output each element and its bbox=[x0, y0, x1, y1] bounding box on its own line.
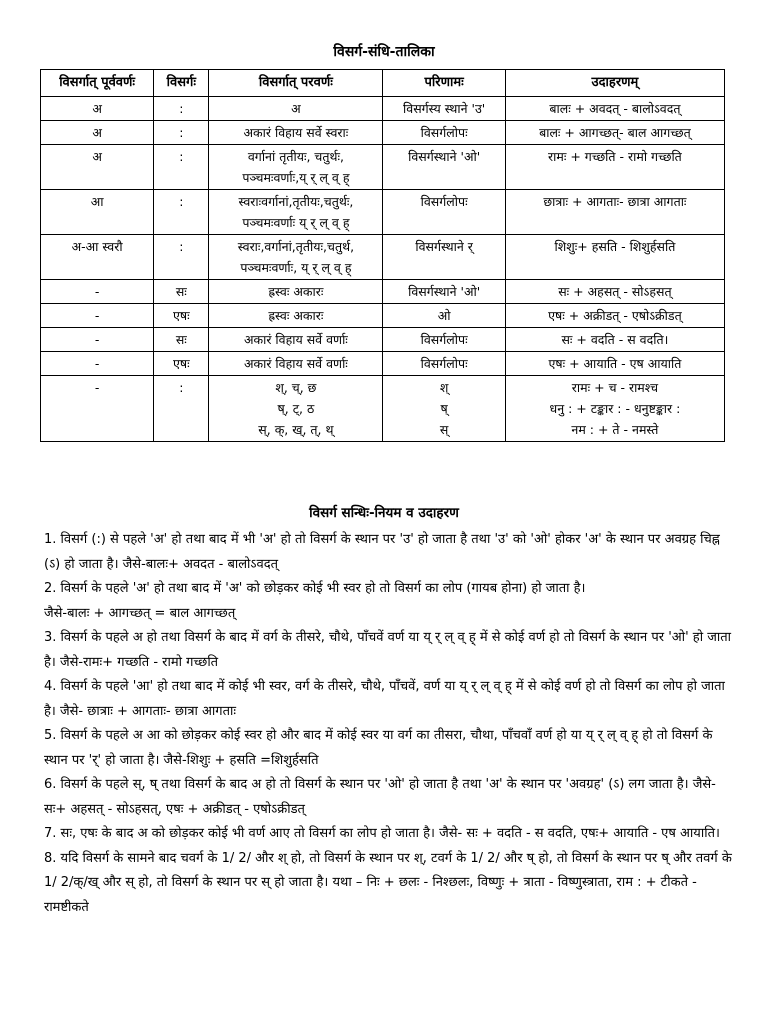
cell-line: - bbox=[94, 380, 100, 395]
table-row bbox=[41, 304, 725, 328]
header-cell-paravarna: विसर्गात् परवर्णः bbox=[209, 70, 383, 97]
cell-line: विसर्गस्थाने र् bbox=[415, 239, 473, 254]
cell-line: पञ्चमःवर्णाः, य् र् ल् व् ह् bbox=[240, 260, 352, 275]
cell-purvavarna bbox=[41, 145, 154, 190]
cell-line: ह्रस्वः अकारः bbox=[268, 284, 324, 299]
rule-paragraph: जैसे-बालः + आगच्छत् = बाल आगच्छत् bbox=[44, 605, 236, 621]
cell-parinama bbox=[383, 97, 505, 121]
table-row bbox=[41, 97, 725, 121]
header-cell-purvavarna: विसर्गात् पूर्ववर्णः bbox=[41, 70, 154, 97]
cell-line: सः + अहसत् - सोऽहसत् bbox=[558, 284, 672, 299]
cell-line: एषः bbox=[172, 356, 190, 371]
cell-paravarna bbox=[209, 121, 383, 145]
cell-visarga bbox=[154, 97, 209, 121]
cell-udaharanam bbox=[505, 145, 724, 190]
cell-line: बालः + अवदत् - बालोऽवदत् bbox=[549, 101, 681, 116]
cell-line: - bbox=[94, 356, 100, 371]
cell-parinama bbox=[383, 376, 505, 442]
sandhi-table bbox=[40, 69, 725, 442]
cell-line: अ bbox=[92, 101, 102, 116]
cell-line: विसर्गलोपः bbox=[420, 194, 468, 209]
cell-line: स् bbox=[439, 422, 449, 437]
cell-udaharanam bbox=[505, 190, 724, 235]
cell-parinama bbox=[383, 304, 505, 328]
cell-line: अ-आ स्वरौ bbox=[71, 239, 123, 254]
cell-udaharanam bbox=[505, 235, 724, 280]
cell-visarga bbox=[154, 145, 209, 190]
cell-line: अ bbox=[92, 125, 102, 140]
cell-line: नम : + ते - नमस्ते bbox=[571, 422, 659, 437]
cell-visarga bbox=[154, 190, 209, 235]
header-cell-udaharanam: उदाहरणम् bbox=[505, 70, 724, 97]
rules-list bbox=[44, 528, 734, 920]
table-row bbox=[41, 121, 725, 145]
table-body bbox=[41, 97, 725, 442]
cell-line: धनु : + टङ्कार : - धनुष्टङ्कार : bbox=[549, 401, 681, 416]
cell-line: श्, च्, छ bbox=[275, 380, 317, 395]
cell-purvavarna bbox=[41, 304, 154, 328]
cell-purvavarna bbox=[41, 190, 154, 235]
cell-purvavarna bbox=[41, 280, 154, 304]
cell-line: - bbox=[94, 284, 100, 299]
rule-paragraph: 4. विसर्ग के पहले 'आ' हो तथा बाद में कोई भी स्वर, वर्ग के तीसरे, चौथे, पाँचवें, वर्ण या य् र् ल् व् ह् में से कोई वर्ण हो तो विसर्ग का लोप हो जाता है। जैसे- छात्राः + आगताः- छात्रा आगताः bbox=[44, 679, 725, 719]
cell-line: पञ्चमःवर्णाः,य् र् ल् व् ह् bbox=[242, 170, 350, 185]
cell-line: : bbox=[179, 149, 184, 164]
cell-paravarna bbox=[209, 97, 383, 121]
rule-paragraph: 1. विसर्ग (:) से पहले 'अ' हो तथा बाद में भी 'अ' हो तो विसर्ग के स्थान पर 'उ' हो जाता है तथा 'उ' को 'ओ' होकर 'अ' के स्थान पर अवग्रह चिह्न (ऽ) हो जाता है। जैसे-बालः+ अवदत - बालोऽवदत् bbox=[44, 532, 720, 572]
cell-paravarna bbox=[209, 328, 383, 352]
cell-line: छात्राः + आगताः- छात्रा आगताः bbox=[543, 194, 687, 209]
cell-line: : bbox=[179, 380, 184, 395]
cell-line: विसर्गस्थाने 'ओ' bbox=[408, 284, 481, 299]
cell-purvavarna bbox=[41, 121, 154, 145]
cell-line: अकारं विहाय सर्वे स्वराः bbox=[243, 125, 349, 140]
rule-paragraph: 5. विसर्ग के पहले अ आ को छोड़कर कोई स्वर हो और बाद में कोई स्वर या वर्ग का तीसरा, चौथा, पाँचवाँ वर्ण हो या य् र् ल् व् ह् हो तो विसर्ग के स्थान पर 'र्' हो जाता है। जैसे-शिशुः + हसति =शिशुर्हसति bbox=[44, 728, 713, 768]
table-row bbox=[41, 352, 725, 376]
rule-paragraph: 8. यदि विसर्ग के सामने बाद चवर्ग के 1/ 2/ और श् हो, तो विसर्ग के स्थान पर श्, टवर्ग के 1/ 2/ और ष् हो, तो विसर्ग के स्थान पर ष् और तवर्ग के 1/ 2/क्/ख् और स् हो, तो विसर्ग के स्थान पर स् हो जाता है। यथा – निः + छलः - निश्छलः, विष्णुः + त्राता - विष्णुस्त्राता, राम : + टीकते - रामष्टीकते bbox=[44, 850, 732, 915]
cell-paravarna bbox=[209, 235, 383, 280]
cell-line: अ bbox=[92, 149, 102, 164]
cell-parinama bbox=[383, 352, 505, 376]
cell-udaharanam bbox=[505, 304, 724, 328]
rule-paragraph: 7. सः, एषः के बाद अ को छोड़कर कोई भी वर्ण आए तो विसर्ग का लोप हो जाता है। जैसे- सः + वदति - स वदति, एषः+ आयाति - एष आयाति। bbox=[44, 826, 720, 841]
cell-parinama bbox=[383, 145, 505, 190]
cell-line: : bbox=[179, 125, 184, 140]
cell-purvavarna bbox=[41, 376, 154, 442]
table-row bbox=[41, 376, 725, 442]
cell-paravarna bbox=[209, 190, 383, 235]
cell-line: एषः bbox=[172, 308, 190, 323]
cell-line: बालः + आगच्छत्- बाल आगच्छत् bbox=[539, 125, 691, 140]
cell-line: आ bbox=[90, 194, 104, 209]
table-row bbox=[41, 280, 725, 304]
cell-line: अकारं विहाय सर्वे वर्णाः bbox=[243, 356, 348, 371]
cell-line: ष्, ट्, ठ bbox=[277, 401, 315, 416]
cell-line: रामः + गच्छति - रामो गच्छति bbox=[548, 149, 682, 164]
rule-paragraph: 2. विसर्ग के पहले 'अ' हो तथा बाद में 'अ' को छोड़कर कोई भी स्वर हो तो विसर्ग का लोप (गायब होना) हो जाता है। bbox=[44, 581, 586, 596]
cell-line: : bbox=[179, 194, 184, 209]
cell-purvavarna bbox=[41, 97, 154, 121]
cell-line: विसर्गलोपः bbox=[420, 356, 468, 371]
cell-line: ओ bbox=[437, 308, 451, 323]
cell-paravarna bbox=[209, 145, 383, 190]
cell-paravarna bbox=[209, 304, 383, 328]
cell-purvavarna bbox=[41, 352, 154, 376]
cell-line: ह्रस्वः अकारः bbox=[268, 308, 324, 323]
cell-udaharanam bbox=[505, 376, 724, 442]
cell-line: : bbox=[179, 239, 184, 254]
cell-paravarna bbox=[209, 352, 383, 376]
table-row bbox=[41, 145, 725, 190]
cell-line: - bbox=[94, 308, 100, 323]
header-cell-parinama: परिणामः bbox=[383, 70, 505, 97]
cell-paravarna bbox=[209, 376, 383, 442]
cell-purvavarna bbox=[41, 328, 154, 352]
cell-line: सः + वदति - स वदति। bbox=[561, 332, 669, 347]
cell-udaharanam bbox=[505, 97, 724, 121]
cell-line: एषः + आयाति - एष आयाति bbox=[548, 356, 682, 371]
cell-visarga bbox=[154, 280, 209, 304]
cell-parinama bbox=[383, 235, 505, 280]
cell-line: स्वराःवर्गानां,तृतीयः,चतुर्थः, bbox=[238, 194, 354, 209]
cell-line: शिशुः+ हसति - शिशुर्हसति bbox=[554, 239, 676, 254]
cell-paravarna bbox=[209, 280, 383, 304]
cell-line: पञ्चमःवर्णाः य् र् ल् व् ह् bbox=[242, 215, 350, 230]
cell-purvavarna bbox=[41, 235, 154, 280]
cell-line: वर्गानां तृतीयः, चतुर्थः, bbox=[247, 149, 344, 164]
cell-visarga bbox=[154, 235, 209, 280]
cell-line: रामः + च - रामश्च bbox=[571, 380, 659, 395]
cell-line: अ bbox=[291, 101, 301, 116]
cell-visarga bbox=[154, 121, 209, 145]
table-row bbox=[41, 235, 725, 280]
cell-parinama bbox=[383, 190, 505, 235]
cell-line: : bbox=[179, 101, 184, 116]
cell-line: सः bbox=[175, 284, 187, 299]
cell-line: सः bbox=[175, 332, 187, 347]
cell-parinama bbox=[383, 121, 505, 145]
cell-line: विसर्गलोपः bbox=[420, 125, 468, 140]
table-header-row bbox=[41, 70, 725, 97]
rule-paragraph: 6. विसर्ग के पहले स्, ष् तथा विसर्ग के बाद अ हो तो विसर्ग के स्थान पर 'ओ' हो जाता है तथा 'अ' के स्थान पर 'अवग्रह' (ऽ) लग जाता है। जैसे-सः+ अहसत् - सोऽहसत्, एषः + अक्रीडत् - एषोऽक्रीडत् bbox=[44, 777, 716, 817]
cell-line: विसर्गलोपः bbox=[420, 332, 468, 347]
cell-line: अकारं विहाय सर्वे वर्णाः bbox=[243, 332, 348, 347]
cell-visarga bbox=[154, 376, 209, 442]
cell-line: श् bbox=[439, 380, 449, 395]
cell-udaharanam bbox=[505, 280, 724, 304]
cell-udaharanam bbox=[505, 121, 724, 145]
table-title: विसर्ग-संधि-तालिका bbox=[333, 44, 435, 60]
cell-visarga bbox=[154, 304, 209, 328]
cell-line: - bbox=[94, 332, 100, 347]
cell-visarga bbox=[154, 352, 209, 376]
cell-visarga bbox=[154, 328, 209, 352]
cell-udaharanam bbox=[505, 328, 724, 352]
cell-line: स्, क्, ख्, त्, थ् bbox=[258, 422, 334, 437]
header-cell-visarga: विसर्गः bbox=[154, 70, 209, 97]
cell-line: विसर्गस्थाने 'ओ' bbox=[408, 149, 481, 164]
cell-line: एषः + अक्रीडत् - एषोऽक्रीडत् bbox=[548, 308, 682, 323]
rule-paragraph: 3. विसर्ग के पहले अ हो तथा विसर्ग के बाद में वर्ग के तीसरे, चौथे, पाँचवें वर्ण या य् र् ल् व् ह् में से कोई वर्ण हो तो विसर्ग के स्थान पर 'ओ' हो जाता है। जैसे-रामः+ गच्छति - रामो गच्छति bbox=[44, 630, 731, 670]
cell-line: स्वराः,वर्गानां,तृतीयः,चतुर्थ, bbox=[237, 239, 355, 254]
cell-parinama bbox=[383, 328, 505, 352]
cell-line: विसर्गस्य स्थाने 'उ' bbox=[403, 101, 486, 116]
rules-title: विसर्ग सन्धिः-नियम व उदाहरण bbox=[309, 505, 459, 521]
cell-parinama bbox=[383, 280, 505, 304]
table-row bbox=[41, 328, 725, 352]
table-row bbox=[41, 190, 725, 235]
cell-line: ष् bbox=[440, 401, 448, 416]
cell-udaharanam bbox=[505, 352, 724, 376]
